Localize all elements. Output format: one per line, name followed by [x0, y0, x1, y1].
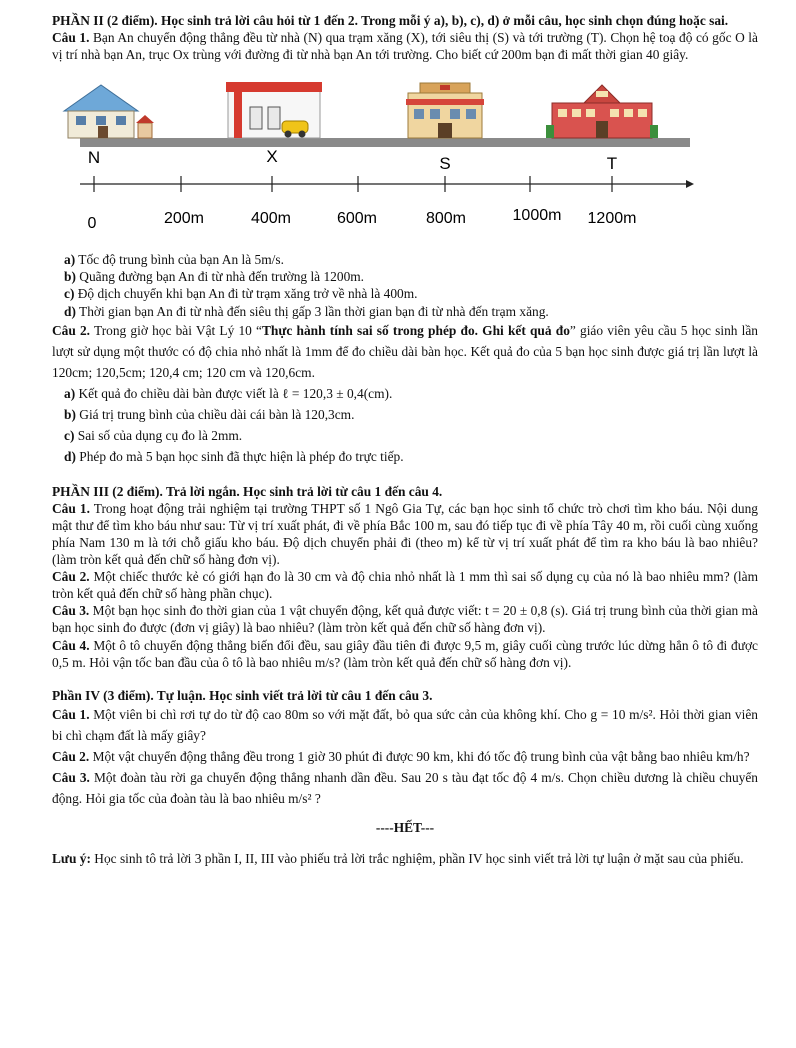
- axis-arrow-icon: [686, 180, 694, 188]
- question-label: Câu 1.: [52, 706, 90, 722]
- statement-label: a): [64, 385, 76, 401]
- statement-label: b): [64, 269, 76, 285]
- footnote-text: Học sinh tô trả lời 3 phần I, II, III vào phiếu trả lời trắc nghiệm, phần IV học sinh viết trả lời tự luận ở mặt sau của phiếu.: [94, 850, 744, 866]
- tick-label: 600m: [336, 210, 378, 228]
- part4-question-3: [52, 767, 758, 809]
- question-text: Một bạn học sinh đo thời gian của 1 vật chuyển động, kết quả được viết: t = 20 ± 0,8 (s). Giá trị trung bình của thời gian mà bạn học sinh đo được (đơn vị giây) là bao nhiêu? (làm tròn kết quả đến chữ số hàng đơn vị).: [52, 603, 758, 636]
- statement-label: b): [64, 406, 76, 422]
- statement-text: Phép đo mà 5 bạn học sinh đã thực hiện là phép đo trực tiếp.: [79, 448, 404, 464]
- statement-label: c): [64, 286, 75, 302]
- tick-label: 400m: [250, 210, 292, 228]
- part3-heading: PHẦN III (2 điểm). Trả lời ngắn. Học sinh trả lời từ câu 1 đến câu 4.: [52, 483, 443, 499]
- footnote-label: Lưu ý:: [52, 850, 91, 866]
- part4-question-2: [52, 746, 758, 767]
- statement-b: [64, 268, 758, 285]
- question-text: Một đoàn tàu rời ga chuyển động thẳng nhanh dần đều. Sau 20 s tàu đạt tốc độ 4 m/s. Chọn chiều dương là chiều chuyển động. Hỏi gia tốc của đoàn tàu là bao nhiêu m/s² ?: [52, 769, 758, 806]
- statement-label: c): [64, 427, 75, 443]
- point-label-T: T: [606, 154, 618, 174]
- part3-question-4: [52, 637, 758, 671]
- exam-page: [52, 12, 758, 867]
- statement-d: [64, 303, 758, 320]
- statement-text: Giá trị trung bình của chiều dài cái bàn là 120,3cm.: [79, 406, 355, 422]
- part3-question-1: [52, 500, 758, 568]
- statement-text: Kết quả đo chiều dài bàn được viết là ℓ = 120,3 ± 0,4(cm).: [78, 385, 393, 401]
- statement-text: Độ dịch chuyển khi bạn An đi từ trạm xăng trở về nhà là 400m.: [77, 286, 418, 302]
- statement-text: Sai số của dụng cụ đo là 2mm.: [77, 427, 243, 443]
- road: [80, 138, 690, 147]
- statement-label: a): [64, 252, 76, 268]
- point-label-N: N: [87, 148, 101, 168]
- point-label-S: S: [439, 154, 451, 174]
- tick-label: 200m: [163, 210, 205, 228]
- question-text: Một vật chuyển động thẳng đều trong 1 giờ 30 phút đi được 90 km, khi đó tốc độ trung bình của vật bằng bao nhiêu km/h?: [92, 748, 750, 764]
- part2-question-2: [52, 320, 758, 383]
- question-text: Một chiếc thước kẻ có giới hạn đo là 30 cm và độ chia nhỏ nhất là 1 mm thì sai số dụng cụ của nó là bao nhiêu mm? (làm tròn kết quả đến chữ số hàng phần chục).: [52, 569, 758, 602]
- question-text: Trong hoạt động trải nghiệm tại trường THPT số 1 Ngô Gia Tự, các bạn học sinh tổ chức trò chơi tìm kho báu. Nội dung mật thư để tìm kho báu như sau: Từ vị trí xuất phát, đi về phía Bắc 100 m, sau đó tiếp tục đi về phía Tây 40 m, rồi cuối cùng xuống phía Nam 130 m là tới chỗ giấu kho báu. Độ dịch chuyển phải đi (theo m) kể từ vị trí xuất phát để tìm ra kho báu là bao nhiêu? (làm tròn kết quả đến chữ số hàng đơn vị).: [52, 500, 758, 568]
- statement-label: d): [64, 448, 76, 464]
- school-icon: [546, 85, 658, 138]
- question-label: Câu 4.: [52, 637, 90, 653]
- tick-label: 1200m: [587, 210, 637, 228]
- part2-question-1: [52, 29, 758, 63]
- question-text: Một ô tô chuyển động thẳng biến đổi đều, sau giây đầu tiên đi được 9,5 m, giây cuối cùng trước lúc dừng hẳn ô tô đi được 0,5 m. Hỏi vận tốc ban đầu của ô tô là bao nhiêu m/s? (làm tròn kết quả đến chữ số hàng đơn vị).: [52, 637, 758, 670]
- question-label: Câu 2.: [52, 322, 91, 338]
- question-text: Bạn An chuyển động thẳng đều từ nhà (N) qua trạm xăng (X), tới siêu thị (S) và tới trường (T). Chọn hệ toạ độ có gốc O là vị trí nhà bạn An, trục Ox trùng với đường đi từ nhà bạn An tới trường. Cho biết cứ 200m bạn đi mất thời gian 40 giây.: [52, 30, 758, 63]
- part4-questions: [52, 704, 758, 809]
- question-label: Câu 1.: [52, 500, 90, 516]
- statement-c: [64, 285, 758, 302]
- part4-heading: Phần IV (3 điểm). Tự luận. Học sinh viết trả lời từ câu 1 đến câu 3.: [52, 687, 433, 703]
- statement-c: [64, 425, 758, 446]
- gas-station-icon: [226, 82, 322, 138]
- statement-b: [64, 404, 758, 425]
- question-label: Câu 2.: [52, 748, 90, 764]
- statement-d: [64, 446, 758, 467]
- statement-text: Thời gian bạn An đi từ nhà đến siêu thị gấp 3 lần thời gian bạn đi từ nhà đến trạm xăng.: [79, 303, 549, 319]
- part4-question-1: [52, 704, 758, 746]
- question-label: Câu 2.: [52, 569, 90, 585]
- position-diagram: [52, 65, 758, 245]
- tick-label: 0: [87, 215, 97, 233]
- house-icon: [64, 85, 154, 138]
- supermarket-icon: [406, 83, 484, 138]
- part2-heading: PHẦN II (2 điểm). Học sinh trả lời câu hỏi từ 1 đến 2. Trong mỗi ý a), b), c), d) ở mỗi câu, học sinh chọn đúng hoặc sai.: [52, 13, 729, 28]
- question-text: Một viên bi chì rơi tự do từ độ cao 80m so với mặt đất, bỏ qua sức cản của không khí. Cho g = 10 m/s². Hỏi thời gian viên bi chì chạm đất là mấy giây?: [52, 706, 758, 743]
- statement-text: Quãng đường bạn An đi từ nhà đến trường là 1200m.: [79, 269, 365, 285]
- point-label-X: X: [266, 147, 278, 167]
- question-text: ” giáo viên yêu cầu 5 học sinh lần lượt sử dụng một thước có độ chia nhỏ nhất là 1mm để đo chiều dài bàn học. Kết quả đo của 5 bạn học sinh được giá trị lần lượt là 120cm; 120,5cm; 120,4 cm; 120 cm và 120,6cm.: [52, 322, 758, 380]
- question-label: Câu 3.: [52, 603, 90, 619]
- part3-question-3: [52, 602, 758, 636]
- question-text-bold: Thực hành tính sai số trong phép đo. Ghi kết quả đo: [261, 322, 570, 338]
- end-marker: ----HẾT---: [375, 819, 435, 835]
- statement-a: [64, 383, 758, 404]
- statement-text: Tốc độ trung bình của bạn An là 5m/s.: [78, 252, 284, 268]
- footnote: [52, 850, 758, 867]
- question-label: Câu 3.: [52, 769, 90, 785]
- tick-label: 800m: [425, 210, 467, 228]
- part2-question-2-block: [52, 320, 758, 467]
- question-label: Câu 1.: [52, 30, 90, 46]
- statement-a: [64, 251, 758, 268]
- tick-label: 1000m: [512, 207, 562, 225]
- part3-question-2: [52, 568, 758, 602]
- question-text: Trong giờ học bài Vật Lý 10 “: [93, 322, 262, 338]
- statement-label: d): [64, 303, 76, 319]
